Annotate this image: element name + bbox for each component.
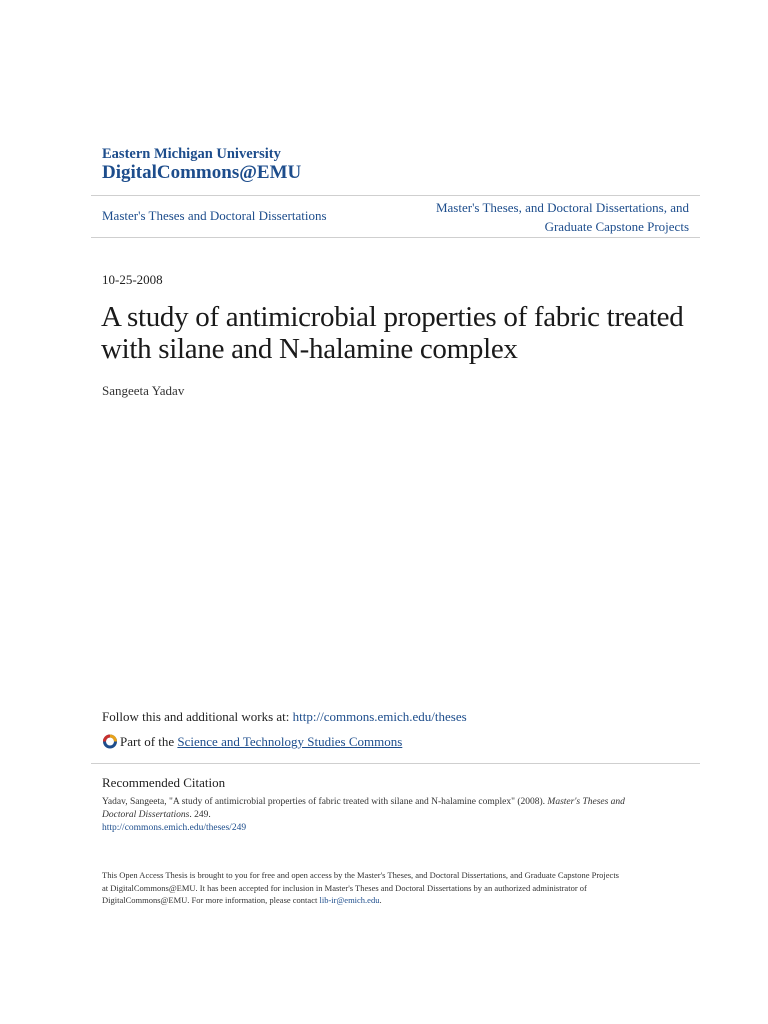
open-access-notice	[102, 869, 700, 907]
institution-name: Eastern Michigan University	[102, 146, 281, 162]
notice-line-3-end: .	[379, 895, 382, 905]
series-link-right[interactable]	[380, 198, 689, 236]
series-link-left[interactable]: Master's Theses and Doctoral Dissertations	[102, 208, 327, 223]
citation-heading: Recommended Citation	[102, 775, 226, 790]
divider-top	[91, 195, 700, 196]
divider-citation	[91, 763, 700, 764]
citation-series-1: Master's Theses and	[547, 797, 625, 807]
citation-url-link[interactable]: http://commons.emich.edu/theses/249	[102, 823, 247, 833]
repository-name[interactable]: DigitalCommons@EMU	[102, 162, 302, 183]
follow-prefix: Follow this and additional works at:	[102, 709, 293, 724]
notice-line-1: This Open Access Thesis is brought to you for free and open access by the Master's Theses, and Doctoral Dissertations, and Graduate Capstone Projects	[102, 870, 619, 880]
follow-line	[102, 709, 467, 725]
contact-email-link[interactable]: lib-ir@emich.edu	[319, 895, 380, 905]
notice-line-3: DigitalCommons@EMU. For more information, please contact	[102, 895, 320, 905]
follow-url-link[interactable]: http://commons.emich.edu/theses	[292, 709, 467, 724]
citation-series-2: Doctoral Dissertations	[102, 810, 190, 820]
author-name: Sangeeta Yadav	[102, 383, 185, 398]
title-line-2: with silane and N-halamine complex	[101, 333, 518, 365]
citation-body	[102, 796, 698, 835]
notice-line-2: at DigitalCommons@EMU. It has been accepted for inclusion in Master's Theses and Doctoral Dissertations by an authorized administrator of	[102, 882, 587, 893]
title-line-1: A study of antimicrobial properties of fabric treated	[101, 301, 684, 333]
series-right-line1: Master's Theses, and Doctoral Dissertations, and	[435, 200, 689, 215]
commons-link[interactable]: Science and Technology Studies Commons	[177, 734, 403, 749]
document-title	[101, 301, 701, 365]
series-right-line2: Graduate Capstone Projects	[544, 219, 689, 234]
part-of-prefix: Part of the	[120, 734, 178, 749]
citation-number: . 249.	[189, 810, 211, 820]
publication-date: 10-25-2008	[102, 272, 163, 287]
citation-text: Yadav, Sangeeta, "A study of antimicrobial properties of fabric treated with silane and N-halamine complex" (2008).	[102, 797, 548, 807]
bepress-commons-icon	[102, 733, 118, 749]
divider-bottom	[91, 237, 700, 238]
part-of-line	[102, 733, 402, 750]
